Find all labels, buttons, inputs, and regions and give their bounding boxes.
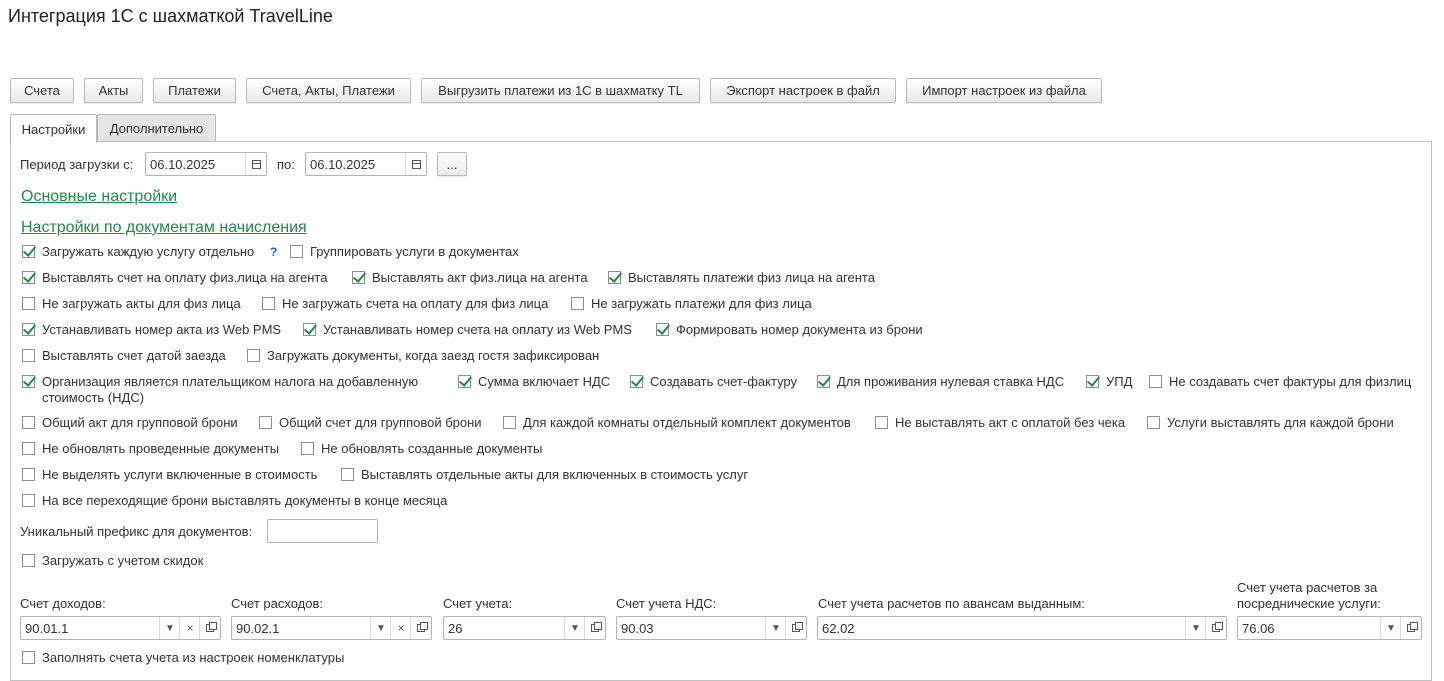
page-title: Интеграция 1С с шахматкой TravelLine	[8, 6, 333, 26]
agent-account-label-line1: Счет учета расчетов за	[1237, 580, 1378, 595]
income-account-label: Счет доходов:	[20, 596, 106, 611]
income-account-field[interactable]: 90.01.1 ▼ ×	[20, 616, 221, 640]
account-label: Счет учета:	[443, 596, 513, 611]
checkin-date-checkbox[interactable]: Выставлять счет датой заезда	[22, 348, 226, 364]
zero-vat-checkbox[interactable]: Для проживания нулевая ставка НДС	[817, 374, 1064, 390]
no-update-created-checkbox[interactable]: Не обновлять созданные документы	[301, 441, 542, 457]
invoice-number-checkbox[interactable]: Устанавливать номер счета на оплату из Web PMS	[303, 322, 632, 338]
group-invoice-checkbox[interactable]: Общий счет для групповой брони	[259, 415, 482, 431]
separate-acts-checkbox[interactable]: Выставлять отдельные акты для включенных в стоимость услуг	[341, 467, 748, 483]
open-icon[interactable]	[199, 617, 220, 639]
upload-payments-button[interactable]: Выгрузить платежи из 1С в шахматку TL	[421, 78, 700, 103]
room-docs-checkbox[interactable]: Для каждой комнаты отдельный комплект документов	[503, 415, 851, 431]
upd-checkbox[interactable]: УПД	[1086, 374, 1132, 390]
advances-account-field[interactable]: 62.02 ▼	[817, 616, 1227, 640]
chevron-down-icon[interactable]: ▼	[159, 617, 180, 639]
open-icon[interactable]	[410, 617, 431, 639]
period-select-button[interactable]: ...	[437, 152, 467, 176]
period-to-label: по:	[277, 157, 295, 172]
no-included-checkbox[interactable]: Не выделять услуги включенные в стоимость	[22, 467, 317, 483]
open-icon[interactable]	[785, 617, 806, 639]
group-act-checkbox[interactable]: Общий акт для групповой брони	[22, 415, 238, 431]
account-field[interactable]: 26 ▼	[443, 616, 606, 640]
import-settings-button[interactable]: Импорт настроек из файла	[906, 78, 1102, 103]
no-acts-checkbox[interactable]: Не загружать акты для физ лица	[22, 296, 241, 312]
doc-number-checkbox[interactable]: Формировать номер документа из брони	[656, 322, 923, 338]
export-settings-button[interactable]: Экспорт настроек в файл	[710, 78, 896, 103]
load-fixed-checkbox[interactable]: Загружать документы, когда заезд гостя зафиксирован	[247, 348, 599, 364]
doc-settings-link[interactable]: Настройки по документам начисления	[21, 219, 307, 236]
payments-button[interactable]: Платежи	[153, 78, 236, 103]
invoices-button[interactable]: Счета	[10, 78, 74, 103]
chevron-down-icon[interactable]: ▼	[765, 617, 786, 639]
advances-account-label: Счет учета расчетов по авансам выданным:	[818, 596, 1085, 611]
open-icon[interactable]	[584, 617, 605, 639]
no-update-posted-checkbox[interactable]: Не обновлять проведенные документы	[22, 441, 279, 457]
invoice-agent-checkbox[interactable]: Выставлять счет на оплату физ.лица на агента	[22, 270, 327, 286]
load-each-service-checkbox[interactable]: Загружать каждую услугу отдельно	[22, 244, 254, 260]
payments-agent-checkbox[interactable]: Выставлять платежи физ лица на агента	[608, 270, 875, 286]
agent-account-field[interactable]: 76.06 ▼	[1237, 616, 1422, 640]
chevron-down-icon[interactable]: ▼	[370, 617, 391, 639]
month-end-checkbox[interactable]: На все переходящие брони выставлять документы в конце месяца	[22, 493, 447, 509]
agent-account-label-line2: посреднические услуги:	[1237, 596, 1381, 611]
period-from-field[interactable]	[145, 152, 267, 176]
vat-payer-checkbox[interactable]: Организация является плательщиком налога на добавленную стоимость (НДС)	[22, 374, 442, 406]
calendar-icon[interactable]	[245, 153, 266, 175]
no-act-without-check-checkbox[interactable]: Не выставлять акт с оплатой без чека	[875, 415, 1125, 431]
calendar-icon[interactable]	[405, 153, 426, 175]
tab-settings[interactable]: Настройки	[10, 114, 97, 143]
tab-additional[interactable]: Дополнительно	[97, 114, 216, 142]
help-icon[interactable]: ?	[270, 245, 278, 259]
period-from-value: 06.10.2025	[150, 157, 216, 172]
fill-accounts-checkbox[interactable]: Заполнять счета учета из настроек номенклатуры	[22, 650, 344, 666]
period-to-field[interactable]	[305, 152, 427, 176]
sum-vat-checkbox[interactable]: Сумма включает НДС	[458, 374, 610, 390]
open-icon[interactable]	[1400, 617, 1421, 639]
period-from-label: Период загрузки с:	[20, 157, 134, 172]
vat-account-label: Счет учета НДС:	[616, 596, 717, 611]
expense-account-field[interactable]: 90.02.1 ▼ ×	[231, 616, 432, 640]
open-icon[interactable]	[1205, 617, 1226, 639]
prefix-label: Уникальный префикс для документов:	[20, 524, 253, 539]
group-services-checkbox[interactable]: Группировать услуги в документах	[290, 244, 519, 260]
period-to-value: 06.10.2025	[310, 157, 376, 172]
no-invoice-phys-checkbox[interactable]: Не создавать счет фактуры для физлиц	[1149, 374, 1411, 390]
services-each-checkbox[interactable]: Услуги выставлять для каждой брони	[1147, 415, 1394, 431]
discounts-checkbox[interactable]: Загружать с учетом скидок	[22, 553, 203, 569]
vat-account-field[interactable]: 90.03 ▼	[616, 616, 807, 640]
main-settings-link[interactable]: Основные настройки	[21, 188, 178, 205]
chevron-down-icon[interactable]: ▼	[1380, 617, 1401, 639]
no-payments-checkbox[interactable]: Не загружать платежи для физ лица	[571, 296, 812, 312]
prefix-input[interactable]	[267, 519, 378, 543]
create-invoice-checkbox[interactable]: Создавать счет-фактуру	[630, 374, 797, 390]
clear-icon[interactable]: ×	[390, 617, 411, 639]
acts-button[interactable]: Акты	[84, 78, 143, 103]
act-agent-checkbox[interactable]: Выставлять акт физ.лица на агента	[352, 270, 588, 286]
expense-account-label: Счет расходов:	[231, 596, 323, 611]
no-invoices-checkbox[interactable]: Не загружать счета на оплату для физ лица	[262, 296, 548, 312]
invoices-acts-payments-button[interactable]: Счета, Акты, Платежи	[246, 78, 411, 103]
clear-icon[interactable]: ×	[179, 617, 200, 639]
chevron-down-icon[interactable]: ▼	[564, 617, 585, 639]
chevron-down-icon[interactable]: ▼	[1185, 617, 1206, 639]
act-number-checkbox[interactable]: Устанавливать номер акта из Web PMS	[22, 322, 281, 338]
